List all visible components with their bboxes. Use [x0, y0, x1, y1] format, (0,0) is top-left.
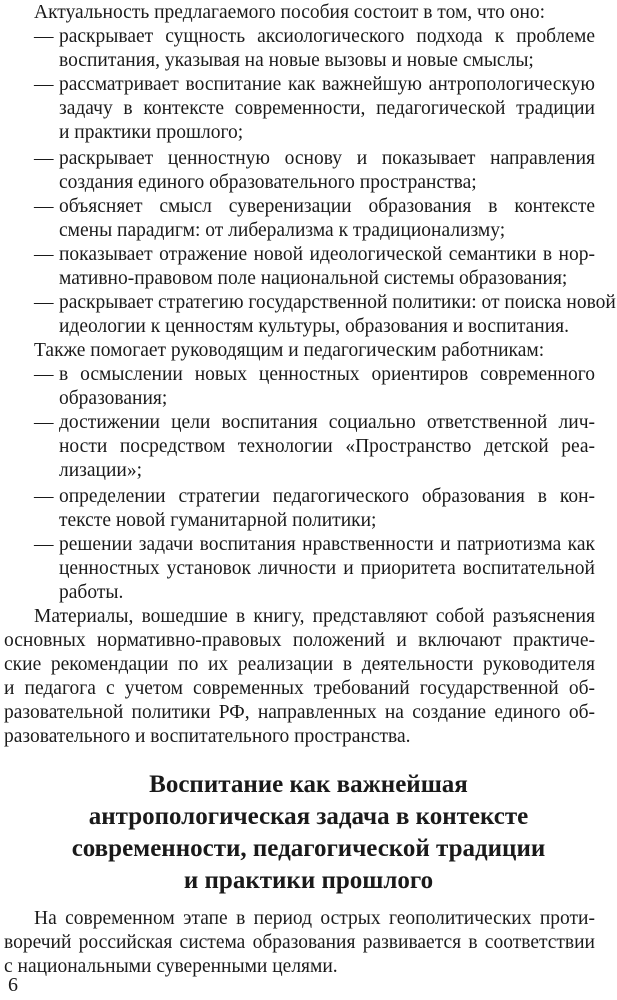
paragraph-line: Материалы, вошедшие в книгу, представляют собой разъяснения — [34, 606, 595, 627]
list-item-line: раскрывает сущность аксиологического подхода к проблеме — [59, 26, 595, 47]
list-dash: — — [34, 148, 54, 169]
list-item-line: в осмыслении новых ценностных ориентиров современного — [59, 364, 595, 385]
list-item-line: тексте новой гуманитарной политики; — [59, 510, 377, 531]
list-item-line: рассматривает воспитание как важнейшую антропологическую — [59, 74, 595, 95]
list-item-line: объясняет смысл суверенизации образования в контексте — [59, 196, 595, 217]
list-dash: — — [34, 364, 54, 385]
list-item-line: решении задачи воспитания нравственности и патриотизма как — [59, 534, 595, 555]
heading-line: Воспитание как важнейшая — [149, 771, 468, 798]
list-dash: — — [34, 244, 54, 265]
paragraph-line: ские рекомендации по их реализации в деятельности руководителя — [4, 654, 595, 675]
page-number: 6 — [8, 974, 18, 996]
paragraph-line: На современном этапе в период острых геополитических проти- — [34, 908, 595, 929]
list-dash: — — [34, 196, 54, 217]
list-item-line: мативно-правовом поле национальной системы образования; — [59, 268, 568, 289]
paragraph-line: с национальными суверенными целями. — [4, 956, 338, 977]
list-dash: — — [34, 74, 54, 95]
list-item-line: лизации»; — [59, 460, 142, 481]
intro-lead: Актуальность предлагаемого пособия состоит в том, что оно: — [34, 2, 546, 23]
paragraph-line: воречий российская система образования развивается в соответствии — [4, 932, 595, 953]
list-item-line: образования; — [59, 388, 168, 409]
heading-line: современности, педагогической традиции — [71, 835, 546, 862]
list-item-line: работы. — [59, 582, 124, 603]
list-item-line: достижении цели воспитания социально ответственной лич- — [59, 412, 595, 433]
list-dash: — — [34, 26, 54, 47]
list-item-line: раскрывает стратегию государственной политики: от поиска новой — [59, 292, 616, 313]
list-item-line: показывает отражение новой идеологической семантики в нор- — [59, 244, 595, 265]
list-item-line: раскрывает ценностную основу и показывает направления — [59, 148, 595, 169]
list-item-line: ценностных установок личности и приоритета воспитательной — [59, 558, 595, 579]
paragraph-line: разовательной политики РФ, направленных на создание единого об- — [4, 702, 595, 723]
heading-line: и практики прошлого — [183, 867, 434, 894]
paragraph-line: основных нормативно-правовых положений и включают практиче- — [4, 630, 595, 651]
list-item-line: определении стратегии педагогического образования в кон- — [59, 486, 595, 507]
list-dash: — — [34, 486, 54, 507]
heading-line: антропологическая задача в контексте — [88, 803, 529, 830]
help-lead: Также помогает руководящим и педагогическим работникам: — [34, 340, 545, 361]
list-item-line: задачу в контексте современности, педагогической традиции — [59, 98, 595, 119]
list-item-line: воспитания, указывая на новые вызовы и новые смыслы; — [59, 50, 534, 71]
paragraph-line: разовательного и воспитательного пространства. — [4, 726, 411, 747]
list-item-line: смены парадигм: от либерализма к традиционализму; — [59, 220, 506, 241]
list-item-line: ности посредством технологии «Пространство детской реа- — [59, 436, 595, 457]
list-dash: — — [34, 292, 54, 313]
list-dash: — — [34, 412, 54, 433]
list-dash: — — [34, 534, 54, 555]
list-item-line: создания единого образовательного пространства; — [59, 172, 477, 193]
list-item-line: и практики прошлого; — [59, 122, 244, 143]
list-item-line: идеологии к ценностям культуры, образования и воспитания. — [59, 316, 569, 337]
paragraph-line: и педагога с учетом современных требований государственной об- — [4, 678, 595, 699]
